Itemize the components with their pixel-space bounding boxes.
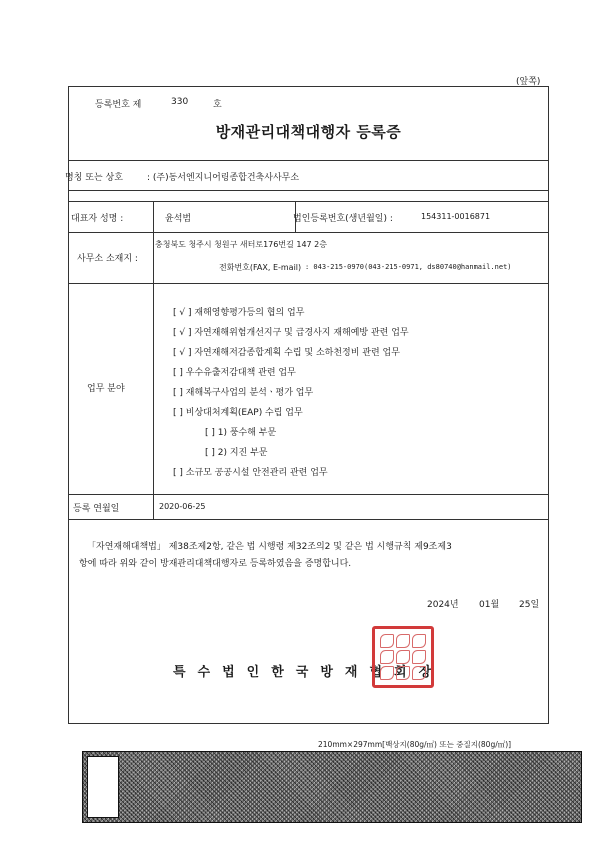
phone-label: 전화번호(FAX, E-mail) xyxy=(219,263,302,272)
divider xyxy=(69,232,548,233)
business-label: 업무 분야 xyxy=(87,384,125,394)
business-item: [ √ ] 재해영향평가등의 협의 업무 xyxy=(173,308,305,318)
reg-date-label: 등록 연월일 xyxy=(73,504,120,514)
divider xyxy=(69,201,548,202)
divider xyxy=(69,494,548,495)
business-subitem: [ ] 1) 풍수해 부문 xyxy=(205,428,277,438)
issue-month: 01월 xyxy=(479,600,500,610)
representative-label: 대표자 성명 : xyxy=(71,214,124,224)
issuer-name: 특수법인한국방재협회장 xyxy=(173,665,444,680)
business-item: [ ] 소규모 공공시설 안전관리 관련 업무 xyxy=(173,468,328,478)
blank-box xyxy=(87,756,119,818)
issue-year: 2024년 xyxy=(427,600,459,610)
office-label: 사무소 소재지 : xyxy=(77,254,138,264)
divider xyxy=(69,160,548,161)
divider xyxy=(69,519,548,520)
official-seal xyxy=(372,626,434,688)
name-value: : (주)동서엔지니어링종합건축사사무소 xyxy=(147,173,300,183)
certificate-frame xyxy=(65,86,549,724)
name-label: 명칭 또는 상호 xyxy=(65,173,123,183)
office-address: 충청북도 청주시 청원구 새터로176번길 147 2층 xyxy=(155,240,327,249)
issue-day: 25일 xyxy=(519,600,540,610)
business-item: [ √ ] 자연재해저감종합계획 수립 및 소하천정비 관련 업무 xyxy=(173,348,400,358)
divider xyxy=(69,283,548,284)
representative-value: 윤석범 xyxy=(165,214,192,224)
phone-value: : 043-215-0970(043-215-0971, ds80740@hanmail.net) xyxy=(305,263,512,271)
statement-line-1: 「자연재해대책법」 제38조제2항, 같은 법 시행령 제32조의2 및 같은 법 시행규칙 제9조제3 xyxy=(87,542,452,552)
page-side-tag: (앞쪽) xyxy=(516,77,541,87)
divider xyxy=(69,190,548,191)
business-subitem: [ ] 2) 지진 부문 xyxy=(205,448,268,458)
reg-no-label: 등록번호 제 xyxy=(95,100,142,110)
reg-no-value: 330 xyxy=(171,97,189,107)
security-pattern xyxy=(82,751,582,823)
business-item: [ ] 우수유출저감대책 관련 업무 xyxy=(173,368,296,378)
corp-reg-label: 법인등록번호(생년월일) : xyxy=(293,214,393,224)
business-item: [ ] 비상대처계획(EAP) 수립 업무 xyxy=(173,408,303,418)
reg-date-value: 2020-06-25 xyxy=(159,502,206,511)
statement-line-2: 항에 따라 위와 같이 방재관리대책대행자로 등록하였음을 증명합니다. xyxy=(79,559,352,569)
document-title: 방재관리대책대행자 등록증 xyxy=(215,123,402,141)
corp-reg-value: 154311-0016871 xyxy=(421,212,491,221)
business-item: [ ] 재해복구사업의 분석ㆍ평가 업무 xyxy=(173,388,314,398)
reg-no-suffix: 호 xyxy=(213,100,222,110)
paper-spec: 210mm×297mm[백상지(80g/㎡) 또는 중질지(80g/㎡)] xyxy=(318,740,512,749)
business-item: [ √ ] 자연재해위험개선지구 및 급경사지 재해예방 관련 업무 xyxy=(173,328,409,338)
